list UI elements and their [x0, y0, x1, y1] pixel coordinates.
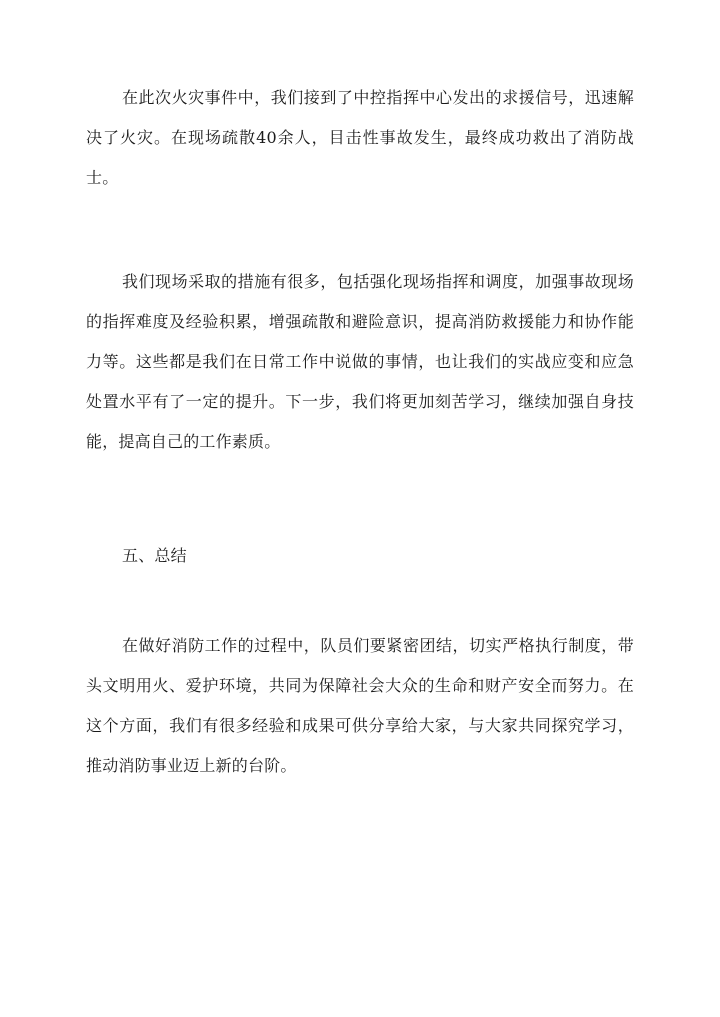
paragraph-measures: 我们现场采取的措施有很多，包括强化现场指挥和调度，加强事故现场的指挥难度及经验积累，增强疏散和避险意识，提高消防救援能力和协作能力等。这些都是我们在日常工作中说做的事情，也让我们的实战应变和应急处置水平有了一定的提升。下一步，我们将更加刻苦学习，继续加强自身技能，提高自己的工作素质。: [86, 272, 634, 451]
paragraph-summary: 在做好消防工作的过程中，队员们要紧密团结，切实严格执行制度，带头文明用火、爱护环境，共同为保障社会大众的生命和财产安全而努力。在这个方面，我们有很多经验和成果可供分享给大家，与大家共同探究学习，推动消防事业迈上新的台阶。: [86, 636, 634, 775]
paragraph-fire-incident: 在此次火灾事件中，我们接到了中控指挥中心发出的求援信号，迅速解决了火灾。在现场疏散40余人，目击性事故发生，最终成功救出了消防战士。: [86, 88, 634, 187]
section-heading-summary: 五、总结: [122, 546, 187, 565]
